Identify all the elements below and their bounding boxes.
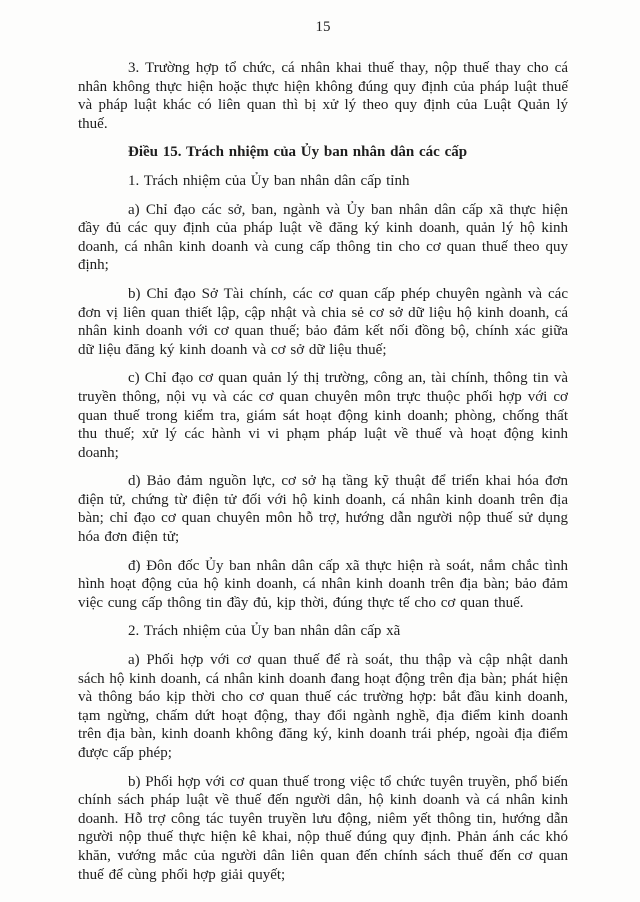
paragraph: b) Phối hợp với cơ quan thuế trong việc tổ chức tuyên truyền, phổ biến chính sách pháp luật về thuế đến người dân, hộ kinh doanh và cá nhân kinh doanh. Hỗ trợ công tác tuyên truyền lưu động, niêm yết thông tin, hướng dẫn người nộp thuế thực hiện kê khai, nộp thuế đúng quy định. Phản ánh các khó khăn, vướng mắc của người dân liên quan đến chính sách thuế đến cơ quan thuế để cùng phối hợp giải quyết;	[78, 773, 568, 883]
paragraph: b) Chỉ đạo Sở Tài chính, các cơ quan cấp phép chuyên ngành và các đơn vị liên quan thiết lập, cập nhật và chia sẻ cơ sở dữ liệu hộ kinh doanh, cá nhân kinh doanh với cơ quan thuế; bảo đảm kết nối đồng bộ, chính xác giữa dữ liệu đăng ký kinh doanh và cơ sở dữ liệu thuế;	[78, 285, 568, 358]
paragraph: d) Bảo đảm nguồn lực, cơ sở hạ tầng kỹ thuật để triển khai hóa đơn điện tử, chứng từ điện tử đối với hộ kinh doanh, cá nhân kinh doanh trên địa bàn; chỉ đạo cơ quan chuyên môn hỗ trợ, hướng dẫn người nộp thuế sử dụng hóa đơn điện tử;	[78, 473, 568, 546]
paragraph: 2. Trách nhiệm của Ủy ban nhân dân cấp xã	[128, 623, 401, 640]
paragraph: đ) Đôn đốc Ủy ban nhân dân cấp xã thực hiện rà soát, nắm chắc tình hình hoạt động của hộ kinh doanh, cá nhân kinh doanh trên địa bàn; bảo đảm việc cung cấp thông tin đầy đủ, kịp thời, đúng thực tế cho cơ quan thuế.	[78, 557, 568, 611]
article-heading: Điều 15. Trách nhiệm của Ủy ban nhân dân các cấp	[128, 144, 468, 161]
document-body	[78, 59, 568, 884]
page-number: 15	[315, 19, 331, 35]
paragraph: c) Chỉ đạo cơ quan quản lý thị trường, công an, tài chính, thông tin và truyền thông, nội vụ và các cơ quan chuyên môn trực thuộc phối hợp với cơ quan thuế trong kiểm tra, giám sát hoạt động kinh doanh; phòng, chống thất thu thuế; xử lý các hành vi vi phạm pháp luật về thuế và hoạt động kinh doanh;	[78, 370, 568, 461]
paragraph: a) Chỉ đạo các sở, ban, ngành và Ủy ban nhân dân cấp xã thực hiện đầy đủ các quy định của pháp luật về đăng ký kinh doanh, quản lý hộ kinh doanh, cá nhân kinh doanh và cung cấp thông tin cho cơ quan thuế theo quy định;	[78, 201, 568, 274]
paragraph: 1. Trách nhiệm của Ủy ban nhân dân cấp tỉnh	[128, 172, 410, 189]
paragraph: 3. Trường hợp tổ chức, cá nhân khai thuế thay, nộp thuế thay cho cá nhân không thực hiện hoặc thực hiện không đúng quy định của pháp luật thuế và pháp luật khác có liên quan thì bị xử lý theo quy định của Luật Quản lý thuế.	[78, 60, 568, 132]
paragraph: a) Phối hợp với cơ quan thuế để rà soát, thu thập và cập nhật danh sách hộ kinh doanh, cá nhân kinh doanh đang hoạt động trên địa bàn; phát hiện và thông báo kịp thời cho cơ quan thuế các trường hợp: bắt đầu kinh doanh, tạm ngừng, chấm dứt hoạt động, thay đổi ngành nghề, địa điểm kinh doanh trên địa bàn, kinh doanh không đăng ký, kinh doanh trái phép, ngoài địa điểm được cấp phép;	[78, 652, 568, 761]
